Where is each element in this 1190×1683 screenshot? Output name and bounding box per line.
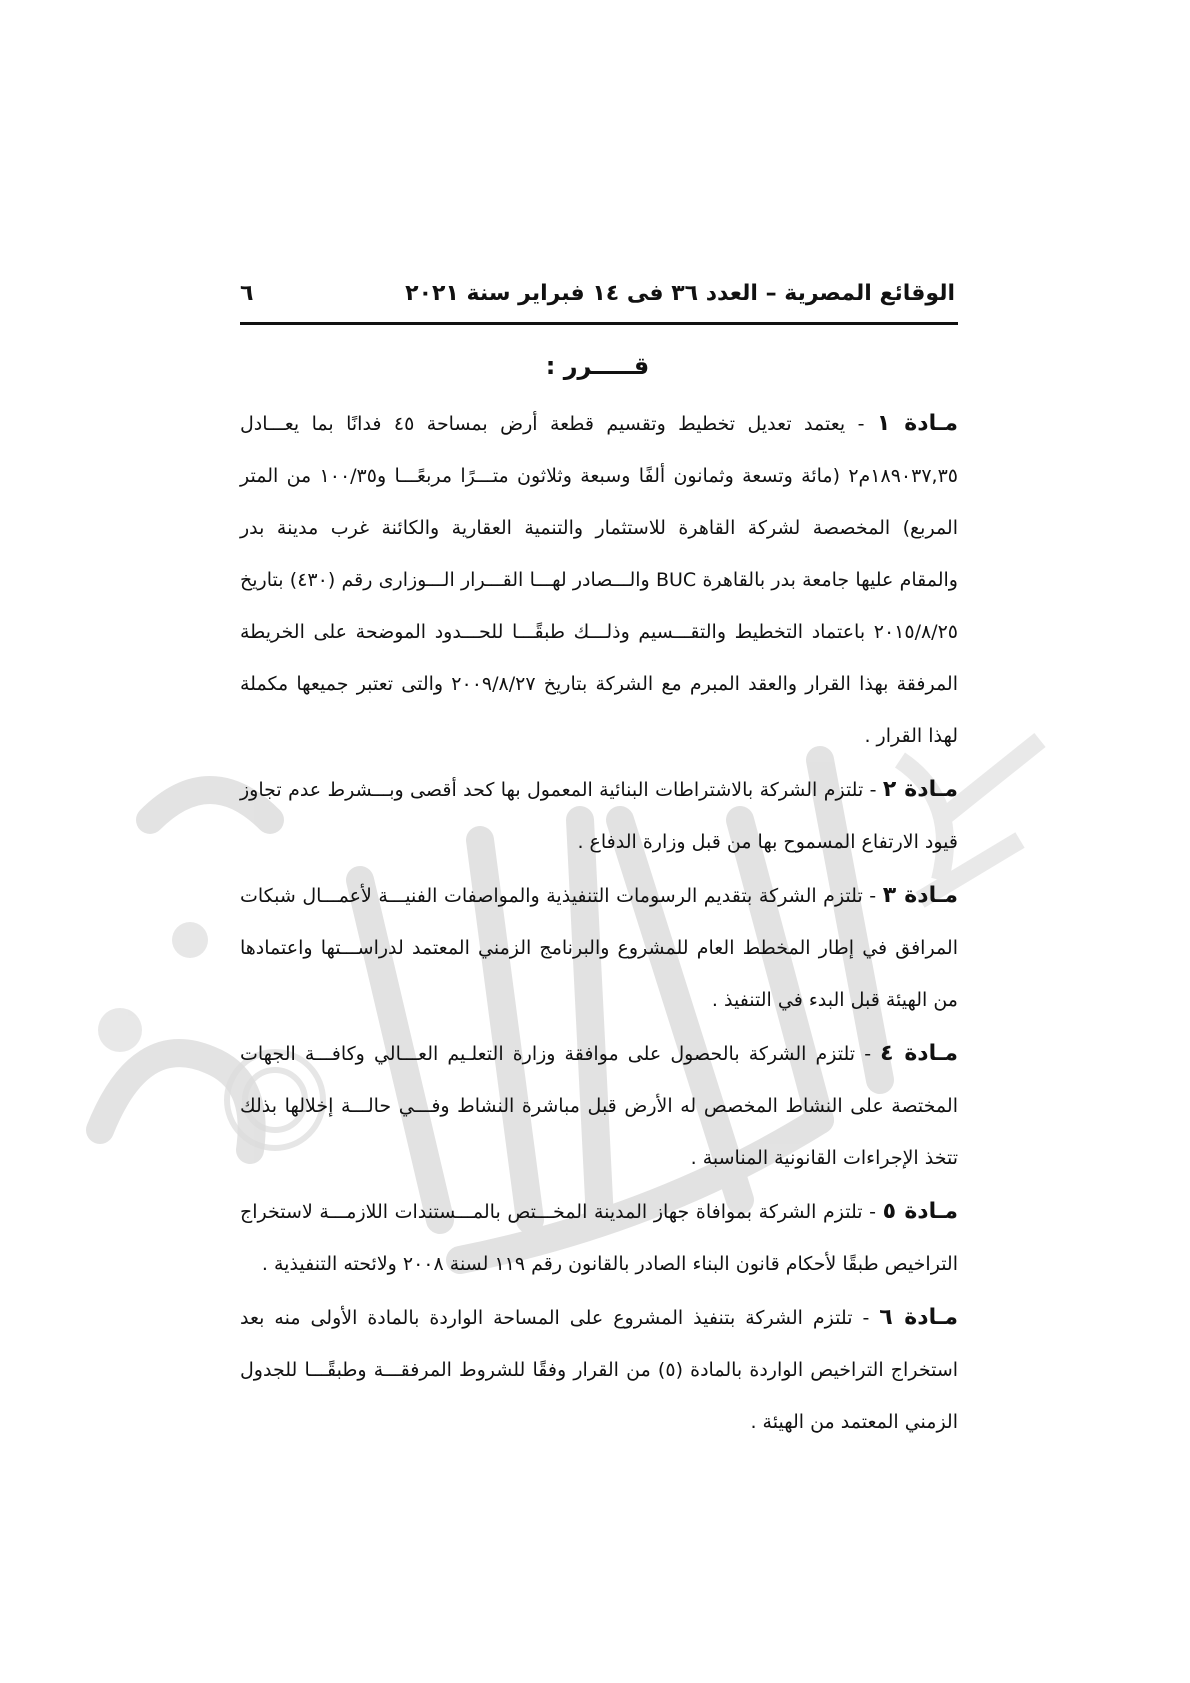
article-1: [240, 398, 958, 762]
article-text: - تلتزم الشركة بتنفيذ المشروع على المساحة الواردة بالمادة الأولى منه بعد استخراج التراخيص الواردة بالمادة (٥) من القرار وفقًا للشروط المرفقـــة وطبقًـــا للجدول الزمني المعتمد من الهيئة .: [240, 1307, 959, 1433]
article-5: [240, 1186, 958, 1290]
article-3: [240, 870, 958, 1026]
header-divider: [240, 322, 958, 325]
page-header: [240, 268, 955, 318]
article-label: مـادة ٤: [880, 1041, 958, 1066]
article-label: مـادة ١: [876, 411, 958, 436]
articles-body: [240, 398, 958, 1450]
article-4: [240, 1028, 958, 1184]
gazette-title: الوقائع المصرية – العدد ٣٦ فى ١٤ فبراير سنة ٢٠٢١: [405, 280, 955, 306]
page-number: ٦: [240, 280, 254, 306]
article-label: مـادة ٣: [882, 883, 958, 908]
article-text: - تلتزم الشركة بالحصول على موافقة وزارة التعلـيم العـــالي وكافـــة الجهات المختصة على النشاط المخصص له الأرض قبل مباشرة النشاط وفـــي حالـــة إخلالها بذلك تتخذ الإجراءات القانونية المناسبة .: [240, 1043, 958, 1169]
article-label: مـادة ٦: [879, 1305, 958, 1330]
article-text: - تلتزم الشركة بالاشتراطات البنائية المعمول بها كحد أقصى وبـــشرط عدم تجاوز قيود الارتفاع المسموح بها من قبل وزارة الدفاع .: [240, 779, 958, 853]
article-text: - يعتمد تعديل تخطيط وتقسيم قطعة أرض بمساحة ٤٥ فدانًا بما يعـــادل ١٨٩٠٣٧,٣٥م٢ (مائة وتسعة وثمانون ألفًا وسبعة وثلاثون متـــرًا مربعًـــا و١٠٠/٣٥ من المتر المربع) المخصصة لشركة القاهرة للاستثمار والتنمية العقارية والكائنة غرب مدينة بدر والمقام عليها جامعة بدر بالقاهرة BUC والـــصادر لهـــا القـــرار الـــوزارى رقم (٤٣٠) بتاريخ ٢٠١٥/٨/٢٥ باعتماد التخطيط والتقـــسيم وذلـــك طبقًـــا للحـــدود الموضحة على الخريطة المرفقة بهذا القرار والعقد المبرم مع الشركة بتاريخ ٢٠٠٩/٨/٢٧ والتى تعتبر جميعها مكملة لهذا القرار .: [240, 413, 958, 747]
article-label: مـادة ٢: [882, 777, 958, 802]
article-text: - تلتزم الشركة بتقديم الرسومات التنفيذية والمواصفات الفنيـــة لأعمـــال شبكات المرافق في إطار المخطط العام للمشروع والبرنامج الزمني المعتمد لدراســـتها واعتمادها من الهيئة قبل البدء في التنفيذ .: [240, 885, 958, 1011]
article-2: [240, 764, 958, 868]
article-6: [240, 1292, 958, 1448]
article-label: مـادة ٥: [882, 1199, 958, 1224]
article-text: - تلتزم الشركة بموافاة جهاز المدينة المخـــتص بالمـــستندات اللازمـــة لاستخراج التراخيص طبقًا لأحكام قانون البناء الصادر بالقانون رقم ١١٩ لسنة ٢٠٠٨ ولائحته التنفيذية .: [240, 1201, 958, 1275]
decision-heading: قـــــرر :: [545, 352, 650, 380]
